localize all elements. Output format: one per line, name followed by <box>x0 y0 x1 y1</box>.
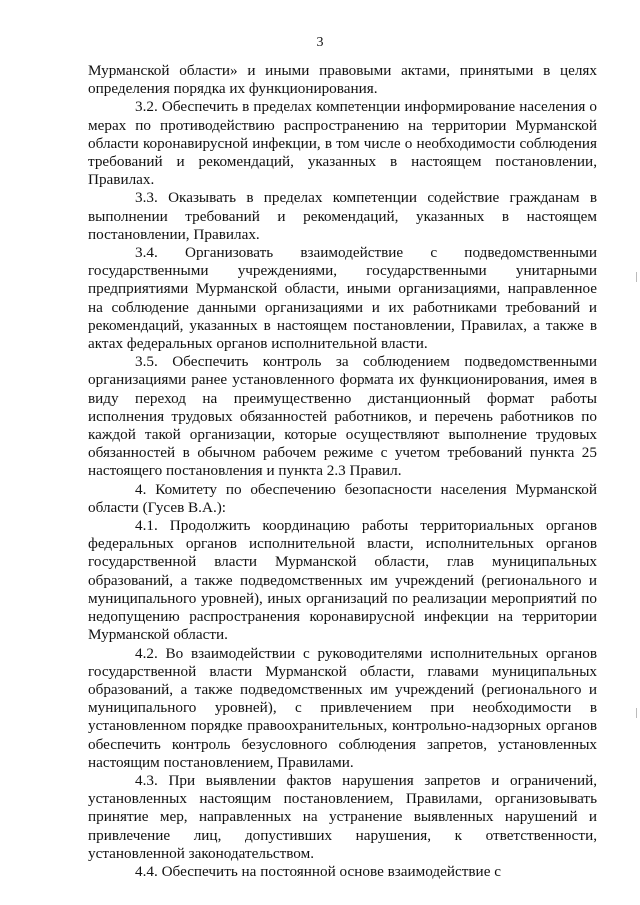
paragraph-4-4: 4.4. Обеспечить на постоянной основе взаимодействие с <box>135 862 501 880</box>
paragraph-3-5: 3.5. Обеспечить контроль за соблюдением подведомственными организациями ранее установленного формата их функционирования, имея в виду переход на преимущественно дистанционный формат работы исполнения трудовых обязанностей работников, и перечень работников по каждой такой организации, которые осуществляют выполнение трудовых обязанностей в обычном рабочем режиме с учетом требований пункта 25 настоящего постановления и пункта 2.3 Правил. <box>88 353 597 480</box>
page-number: 3 <box>316 35 324 50</box>
paragraph-4-2: 4.2. Во взаимодействии с руководителями исполнительных органов государственной власти Мурманской области, главами муниципальных образований, а также подведомственных им учреждений (регионального и муниципального уровней), с привлечением при необходимости в установленном порядке правоохранительных, контрольно-надзорных органов обеспечить контроль безусловного соблюдения запретов, установленных настоящим постановлением, Правилами. <box>88 644 597 771</box>
scan-edge-mark <box>636 272 637 282</box>
document-body <box>88 62 597 881</box>
paragraph-4-3: 4.3. При выявлении фактов нарушения запретов и ограничений, установленных настоящим постановлением, Правилами, организовывать принятие мер, направленных на устранение выявленных нарушений и привлечение лиц, допустивших нарушения, к ответственности, установленной законодательством. <box>88 771 597 862</box>
paragraph-3-3: 3.3. Оказывать в пределах компетенции содействие гражданам в выполнении требований и рекомендаций, указанных в настоящем постановлении, Правилах. <box>88 189 597 243</box>
scan-edge-mark <box>636 708 637 718</box>
paragraph-3-2: 3.2. Обеспечить в пределах компетенции информирование населения о мерах по противодействию распространению на территории Мурманской области коронавирусной инфекции, в том числе о необходимости соблюдения требований и рекомендаций, указанных в настоящем постановлении, Правилах. <box>88 98 597 189</box>
paragraph-continuation: Мурманской области» и иными правовыми актами, принятыми в целях определения порядка их функционирования. <box>88 62 597 98</box>
paragraph-4: 4. Комитету по обеспечению безопасности населения Мурманской области (Гусев В.А.): <box>88 480 597 516</box>
paragraph-3-4: 3.4. Организовать взаимодействие с подведомственными государственными учреждениями, государственными унитарными предприятиями Мурманской области, иными организациями, направленное на соблюдение данными организациями и их работниками требований и рекомендаций, указанных в настоящем постановлении, Правилах, а также в актах федеральных органов исполнительной власти. <box>88 244 597 353</box>
paragraph-4-1: 4.1. Продолжить координацию работы территориальных органов федеральных органов исполнительной власти, исполнительных органов государственной власти Мурманской области, глав муниципальных образований, а также подведомственных им учреждений (регионального и муниципального уровней), иных организаций по реализации мероприятий по недопущению распространения коронавирусной инфекции на территории Мурманской области. <box>88 517 597 644</box>
